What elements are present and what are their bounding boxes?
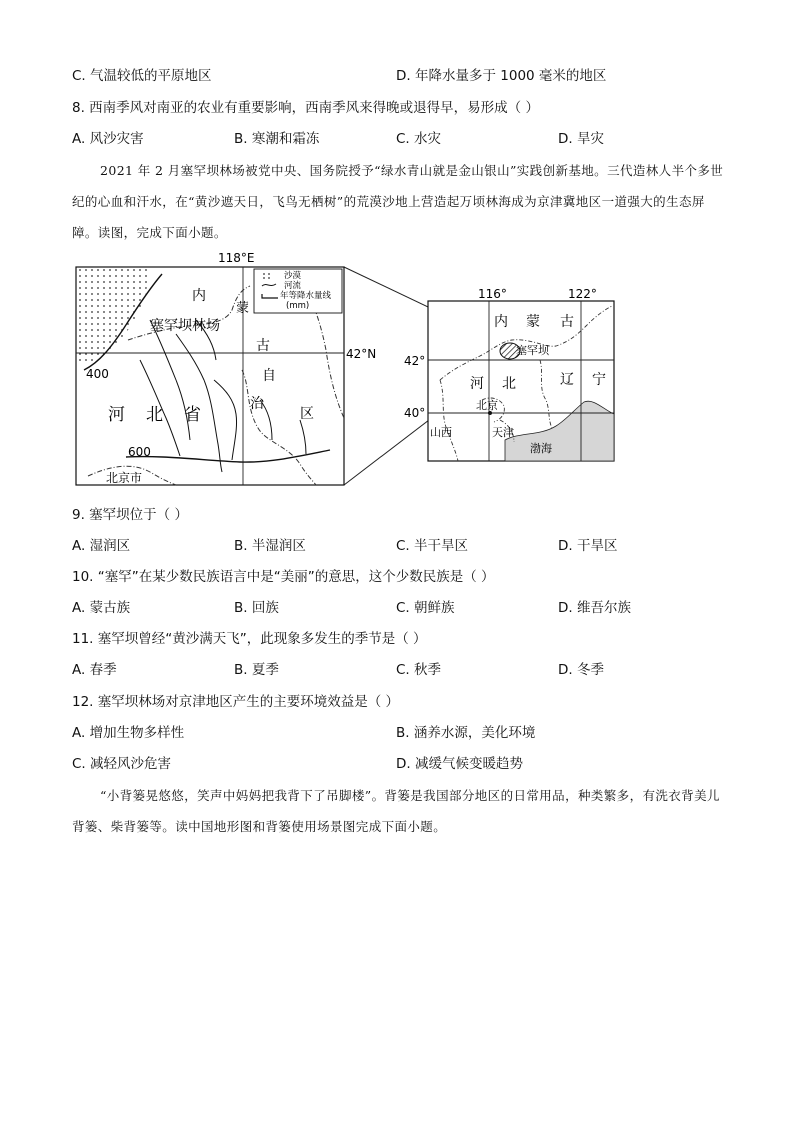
q8-option-a: A. 风沙灾害 — [72, 131, 144, 147]
label-isohyet-400: 400 — [86, 367, 109, 381]
label-beijing-city: 北京市 — [106, 471, 143, 485]
label-isohyet-600: 600 — [128, 445, 151, 459]
label-he: 河 — [108, 405, 125, 425]
label-saihanba: 塞罕坝 — [516, 344, 549, 357]
label-sheng: 省 — [184, 405, 201, 425]
label-nei: 内 — [192, 288, 206, 304]
label-qu: 区 — [300, 406, 314, 422]
lat-label-42: 42° — [404, 354, 426, 368]
label-bei: 北 — [502, 376, 516, 392]
q9-option-c: C. 半干旱区 — [396, 538, 469, 554]
q12-stem: 12. 塞罕坝林场对京津地区产生的主要环境效益是（ ） — [72, 694, 400, 710]
lon-label-118e: 118°E — [218, 251, 255, 265]
right-location-map — [404, 287, 614, 461]
label-saihanba-forest: 塞罕坝林场 — [150, 318, 220, 334]
q12-option-a: A. 增加生物多样性 — [72, 725, 185, 741]
label-gu: 古 — [560, 314, 574, 330]
q12-option-d: D. 减缓气候变暖趋势 — [396, 756, 523, 772]
lon-label-122: 122° — [568, 287, 597, 301]
lat-label-42n: 42°N — [346, 347, 377, 361]
q9-stem: 9. 塞罕坝位于（ ） — [72, 507, 188, 523]
label-zi: 自 — [262, 368, 276, 384]
lon-label-116: 116° — [478, 287, 507, 301]
q9-option-b: B. 半湿润区 — [234, 538, 306, 554]
q11-option-a: A. 春季 — [72, 662, 117, 678]
label-bohai: 渤海 — [530, 442, 552, 455]
q11-stem: 11. 塞罕坝曾经“黄沙满天飞”，此现象多发生的季节是（ ） — [72, 631, 427, 647]
legend-desert: 沙漠 — [284, 271, 302, 281]
q10-stem: 10. “塞罕”在某少数民族语言中是“美丽”的意思，这个少数民族是（ ） — [72, 569, 495, 585]
label-liao: 辽 — [560, 372, 574, 388]
label-nei: 内 — [494, 314, 508, 330]
q12-option-c: C. 减轻风沙危害 — [72, 756, 172, 772]
label-zhi: 治 — [250, 396, 264, 412]
label-tianjin: 天津 — [492, 426, 514, 439]
legend-river: 河流 — [284, 281, 302, 291]
legend-unit: (mm) — [286, 301, 310, 311]
label-he: 河 — [470, 376, 484, 392]
q9-option-a: A. 湿润区 — [72, 538, 131, 554]
label-bei: 北 — [146, 405, 163, 425]
q12-option-b: B. 涵养水源，美化环境 — [396, 725, 536, 741]
q9-option-d: D. 干旱区 — [558, 538, 618, 554]
q11-option-b: B. 夏季 — [234, 662, 279, 678]
q10-option-a: A. 蒙古族 — [72, 600, 131, 616]
q8-option-c: C. 水灾 — [396, 131, 442, 147]
label-meng: 蒙 — [526, 314, 540, 330]
left-detail-map — [76, 251, 376, 485]
lat-label-40: 40° — [404, 406, 426, 420]
label-beijing: 北京 — [476, 399, 498, 412]
q7-option-d: D. 年降水量多于 1000 毫米的地区 — [396, 68, 607, 84]
q10-option-c: C. 朝鲜族 — [396, 600, 455, 616]
q11-option-d: D. 冬季 — [558, 662, 604, 678]
label-shanxi: 山西 — [430, 426, 452, 439]
legend-isohyet: 年等降水量线 — [280, 291, 332, 301]
map-figure — [0, 250, 794, 490]
q7-option-c: C. 气温较低的平原地区 — [72, 68, 212, 84]
label-ning: 宁 — [592, 372, 606, 388]
q10-option-b: B. 回族 — [234, 600, 279, 616]
q10-option-d: D. 维吾尔族 — [558, 600, 631, 616]
q8-option-d: D. 旱灾 — [558, 131, 604, 147]
label-meng: 蒙 — [236, 301, 250, 316]
passage-saihanba: 2021 年 2 月塞罕坝林场被党中央、国务院授予“绿水青山就是金山银山”实践创新基地。三代造林人半个多世纪的心血和汗水，在“黄沙遮天日，飞鸟无栖树”的荒漠沙地上营造起万顷林海成为京津冀地区一道强大的生态屏障。读图，完成下面小题。 — [72, 163, 724, 240]
q8-option-b: B. 寒潮和霜冻 — [234, 131, 320, 147]
passage-beilou: “小背篓晃悠悠，笑声中妈妈把我背下了吊脚楼”。背篓是我国部分地区的日常用品，种类繁多，有洗衣背美儿背篓、柴背篓等。读中国地形图和背篓使用场景图完成下面小题。 — [72, 788, 720, 834]
label-gu: 古 — [256, 338, 270, 354]
q11-option-c: C. 秋季 — [396, 662, 442, 678]
q8-stem: 8. 西南季风对南亚的农业有重要影响，西南季风来得晚或退得早，易形成（ ） — [72, 100, 539, 116]
